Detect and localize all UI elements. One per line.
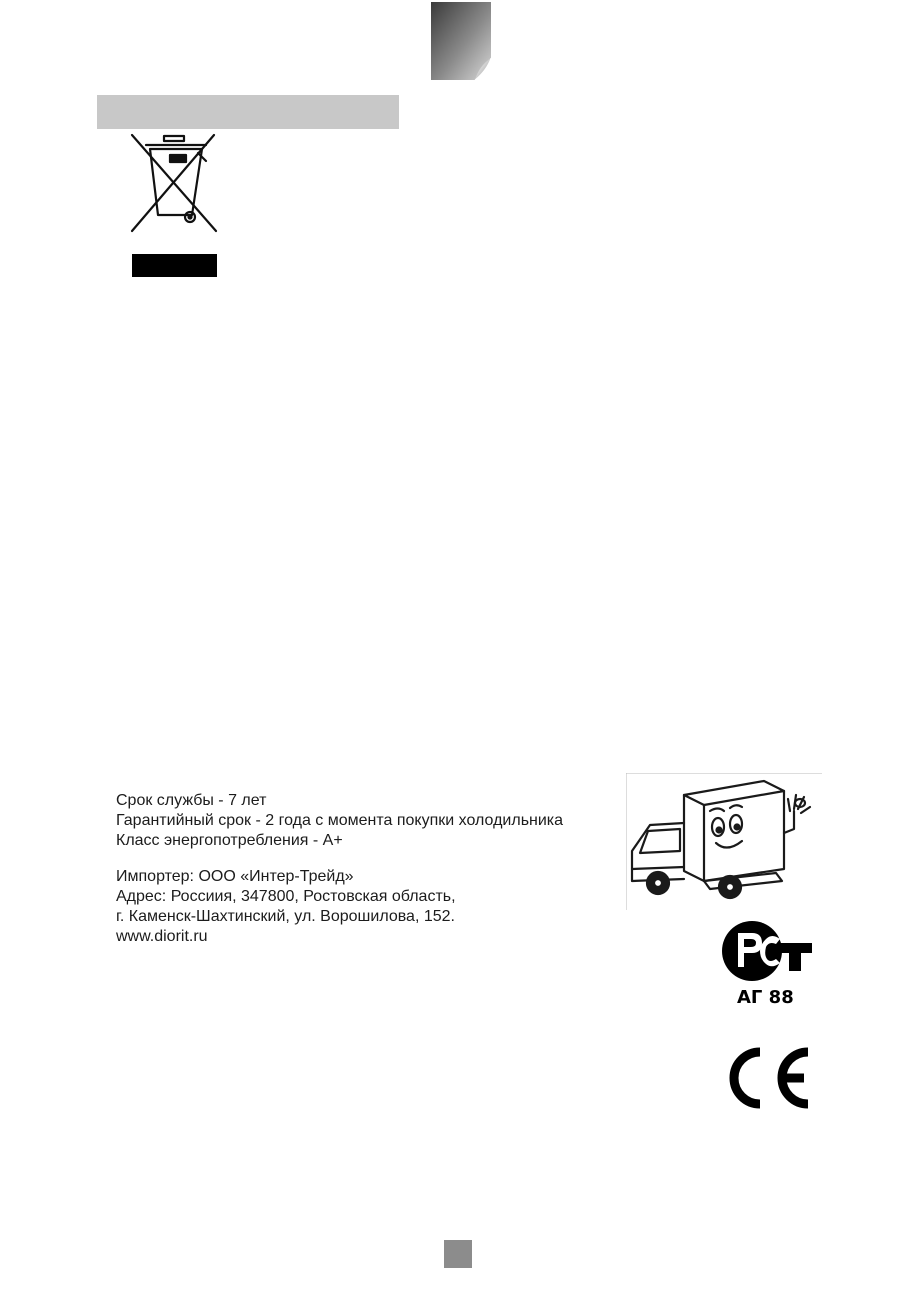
section-header-bar bbox=[97, 95, 399, 129]
rst-certification-icon bbox=[722, 919, 816, 983]
weee-black-bar bbox=[132, 254, 217, 277]
rst-certificate-code: АГ 88 bbox=[737, 987, 794, 1008]
service-life-text: Срок службы - 7 лет bbox=[116, 792, 267, 809]
warranty-text: Гарантийный срок - 2 года с момента покупки холодильника bbox=[116, 812, 564, 829]
page-number-box bbox=[444, 1240, 472, 1268]
address-line-1: Адрес: Россиия, 347800, Ростовская область, bbox=[116, 888, 456, 905]
crossed-out-wheelie-bin-icon bbox=[126, 131, 220, 235]
importer-text: Импортер: ООО «Интер-Трейд» bbox=[116, 868, 354, 885]
ce-mark-icon bbox=[724, 1046, 812, 1110]
energy-class-text: Класс энергопотребления - А+ bbox=[116, 832, 343, 849]
product-info-block bbox=[116, 791, 606, 947]
address-line-2: г. Каменск-Шахтинский, ул. Ворошилова, 152. bbox=[116, 908, 455, 925]
spacer bbox=[116, 851, 606, 867]
website-text: www.diorit.ru bbox=[116, 928, 208, 945]
page-curl-icon bbox=[431, 2, 491, 80]
smiling-delivery-truck-icon bbox=[626, 773, 822, 910]
